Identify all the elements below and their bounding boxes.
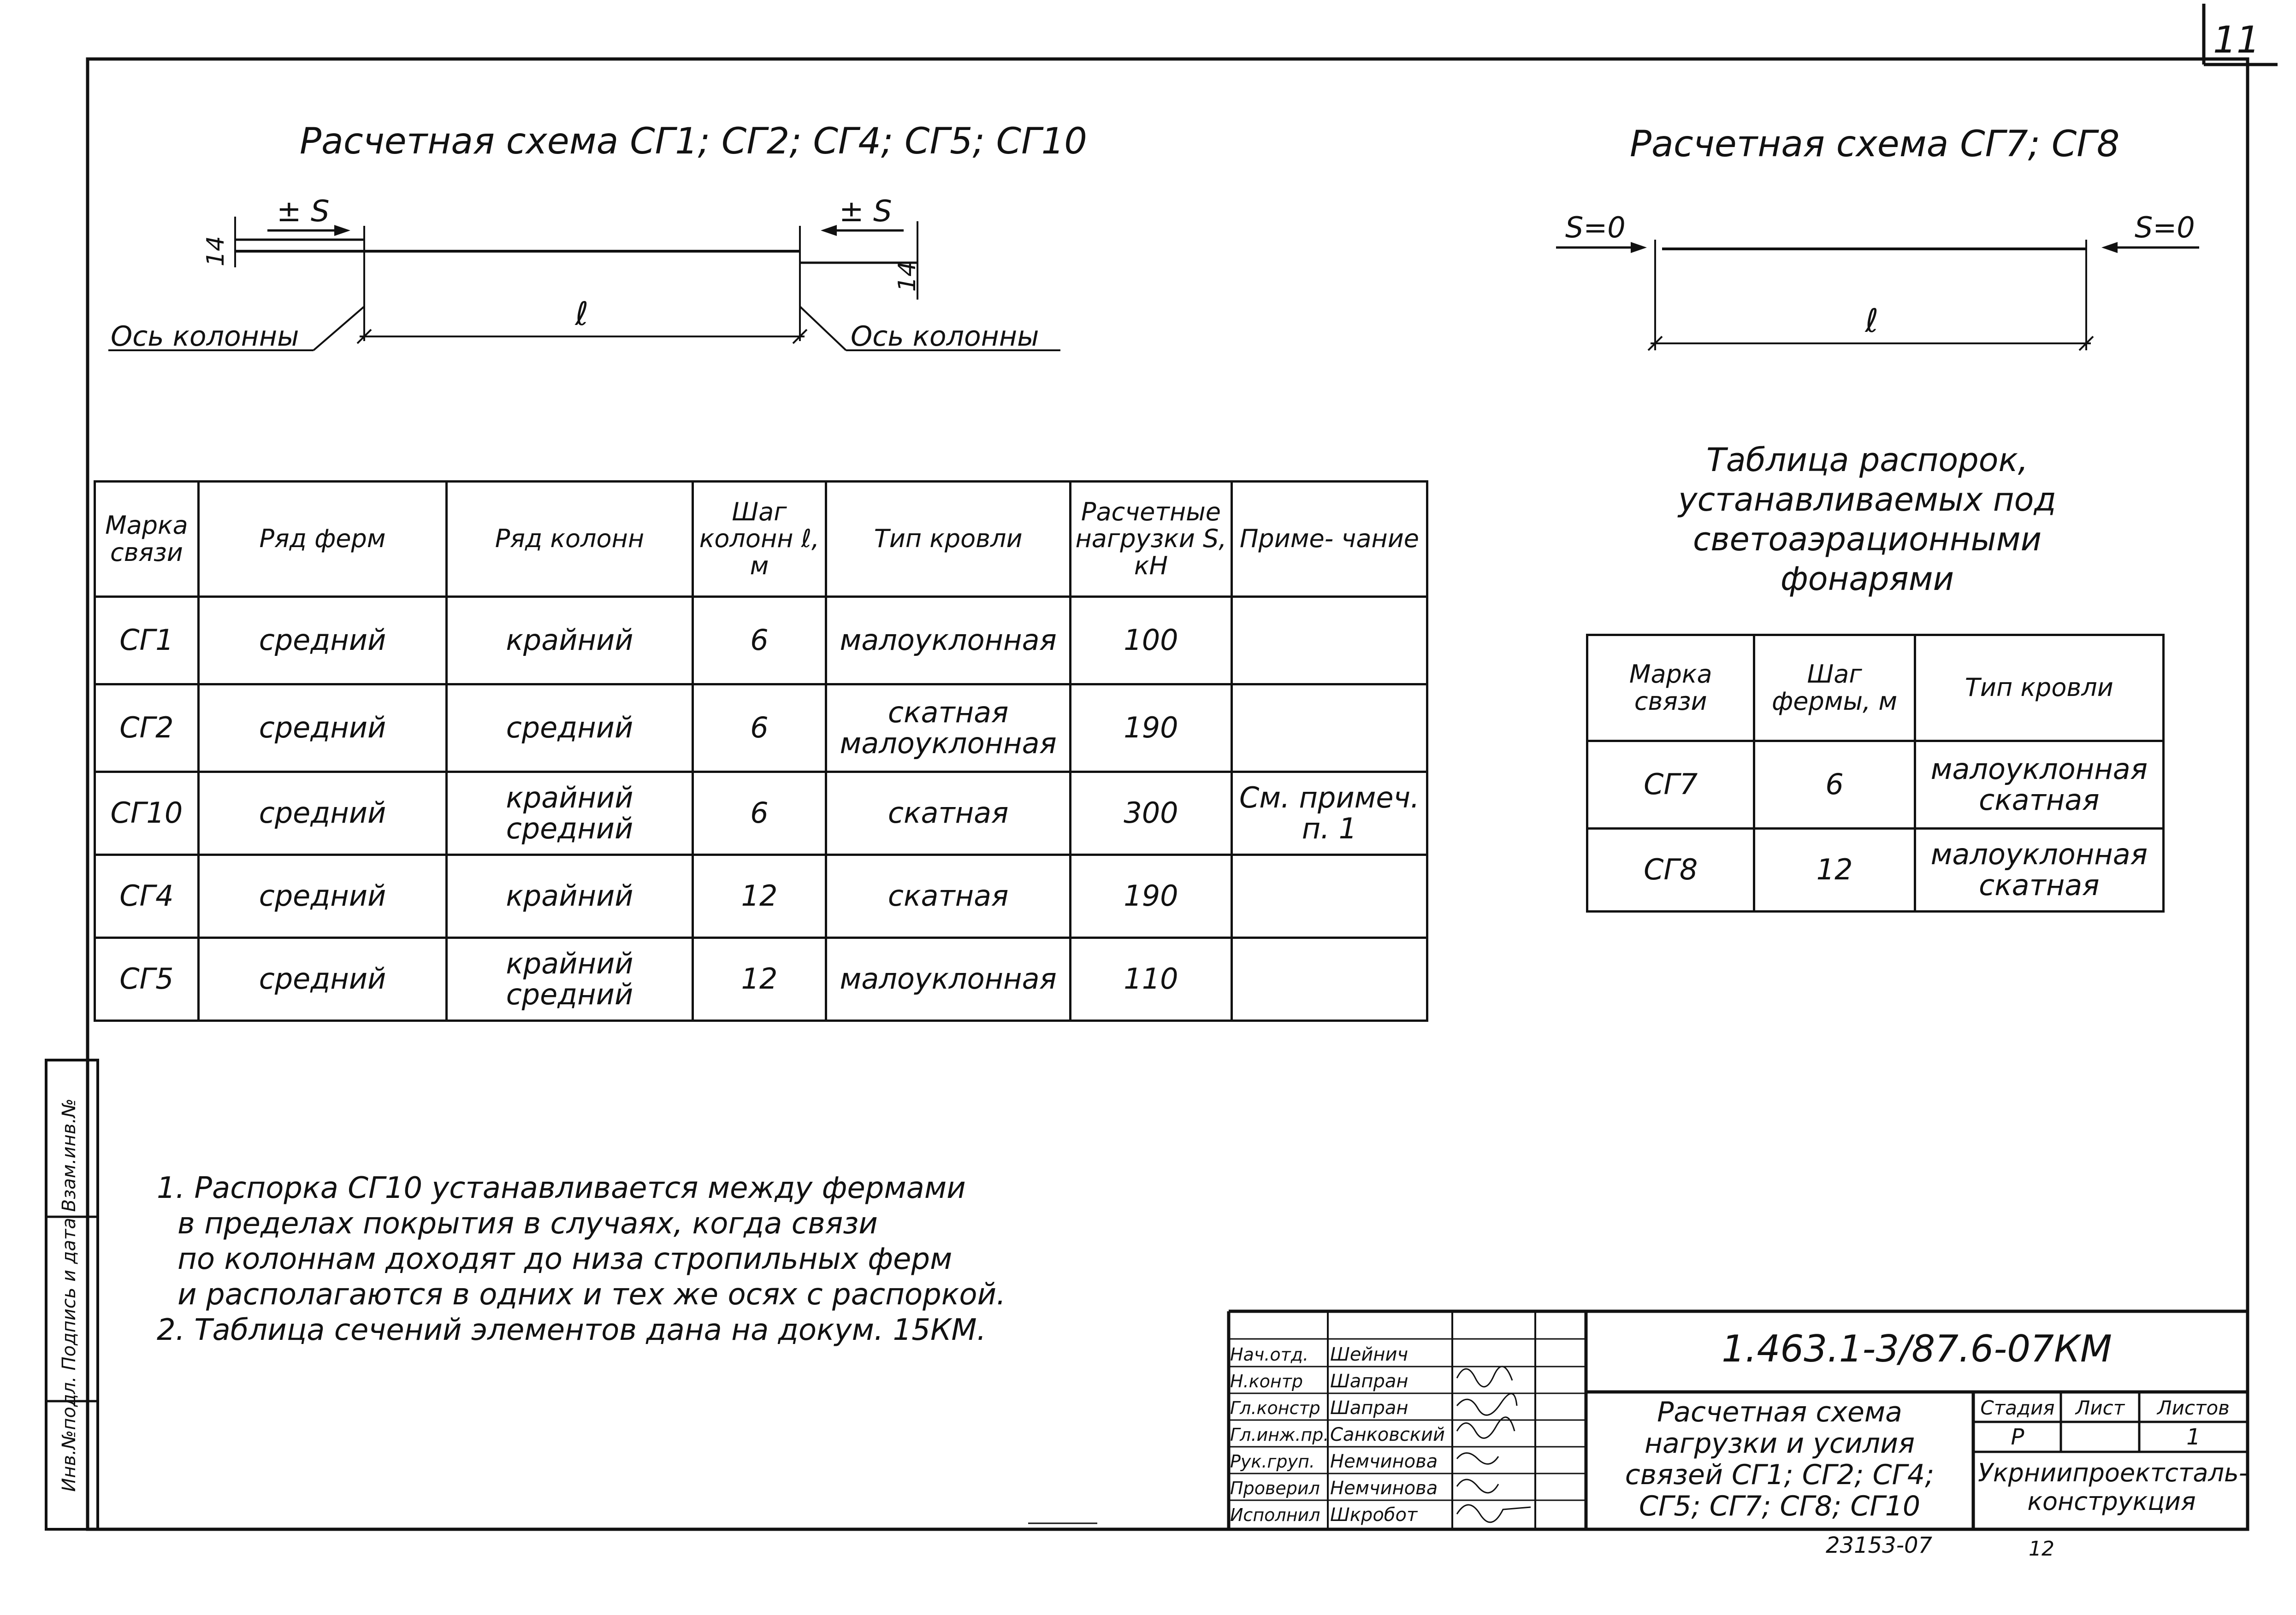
cell-column-row: крайний — [447, 597, 692, 684]
cell-step: 12 — [692, 855, 826, 938]
schema-left-title: Расчетная схема СГ1; СГ2; СГ4; СГ5; СГ10 — [300, 121, 1087, 162]
note-line: и располагаются в одних и тех же осях с распоркой. — [178, 1278, 1006, 1312]
sheets-label: Листов — [2157, 1397, 2230, 1419]
person-name: Шапран — [1330, 1397, 1408, 1419]
cell-note: См. примеч. п. 1 — [1231, 772, 1427, 855]
cell-load: 100 — [1071, 597, 1232, 684]
header-roof-type: Тип кровли — [826, 482, 1071, 597]
cell-truss-row: средний — [198, 684, 446, 772]
schema-right-title: Расчетная схема СГ7; СГ8 — [1630, 124, 2120, 165]
cell-mark: СГ8 — [1587, 829, 1754, 912]
cell-mark: СГ2 — [95, 684, 199, 772]
role-label: Гл.инж.пр. — [1230, 1425, 1329, 1445]
signature-scribble — [1457, 1505, 1531, 1522]
cell-roof-type: скатная — [826, 855, 1071, 938]
person-name: Немчинова — [1330, 1451, 1438, 1472]
side-stamp: Инв.№подл. Подпись и дата Взам.инв.№ — [59, 1098, 80, 1492]
footer-number: 23153-07 — [1826, 1532, 1933, 1558]
footer-page: 12 — [2029, 1537, 2054, 1561]
cell-mark: СГ4 — [95, 855, 199, 938]
header-column-step: Шаг колонн ℓ, м — [692, 482, 826, 597]
note-line: в пределах покрытия в случаях, когда связи — [178, 1207, 878, 1241]
sheet-title: Расчетная схема нагрузки и усилия связей СГ1; СГ2; СГ4; СГ5; СГ7; СГ8; СГ10 — [1625, 1396, 1935, 1522]
document-designation: 1.463.1-3/87.6-07КМ — [1722, 1327, 2112, 1370]
role-label: Исполнил — [1230, 1505, 1320, 1525]
cell-load: 300 — [1071, 772, 1232, 855]
schema-left-axis-left: Ось колонны — [111, 320, 299, 353]
schema-left-force-left: ± S — [277, 195, 330, 229]
cell-roof-type: скатная — [826, 772, 1071, 855]
stage-label: Стадия — [1980, 1397, 2055, 1419]
note-line: по колоннам доходят до низа стропильных ферм — [178, 1242, 953, 1276]
role-label: Н.контр — [1230, 1371, 1303, 1391]
cell-column-row: средний — [447, 684, 692, 772]
schema-left-dim-left: 14 — [202, 236, 230, 267]
signature-scribble — [1457, 1479, 1498, 1493]
header-truss-step: Шаг фермы, м — [1754, 635, 1915, 741]
role-label: Гл.констр — [1230, 1398, 1320, 1418]
page-number: 11 — [2213, 18, 2260, 61]
signature-scribble — [1457, 1453, 1498, 1464]
cell-mark: СГ10 — [95, 772, 199, 855]
schema-right-force-right: S=0 — [2135, 211, 2195, 244]
cell-mark: СГ1 — [95, 597, 199, 684]
header-roof-type: Тип кровли — [1915, 635, 2163, 741]
schema-left-span: ℓ — [575, 295, 589, 333]
lantern-table-title: Таблица распорок, устанавливаемых под светоаэрационными фонарями — [1678, 441, 2056, 598]
role-label: Рук.груп. — [1230, 1451, 1315, 1472]
person-name: Шейнич — [1330, 1344, 1408, 1365]
cell-step: 6 — [692, 597, 826, 684]
cell-step: 6 — [692, 684, 826, 772]
sheets-value: 1 — [2186, 1424, 2201, 1450]
signature-scribble — [1457, 1367, 1512, 1387]
person-name: Шапран — [1330, 1371, 1408, 1392]
person-name: Шкробот — [1330, 1504, 1418, 1526]
stage-value: Р — [2011, 1424, 2024, 1450]
schema-left-axis-right: Ось колонны — [851, 320, 1039, 353]
header-mark: Марка связи — [95, 482, 199, 597]
schema-left-force-right: ± S — [839, 195, 892, 229]
cell-roof-type: малоуклонная — [826, 597, 1071, 684]
signature-roles — [1230, 1341, 1329, 1528]
note-line: 2. Таблица сечений элементов дана на докум. 15КМ. — [157, 1313, 986, 1347]
cell-step: 12 — [692, 938, 826, 1021]
cell-step: 12 — [1754, 829, 1915, 912]
cell-roof-type: малоуклонная скатная — [1915, 829, 2163, 912]
role-label: Нач.отд. — [1230, 1344, 1309, 1365]
cell-roof-type: скатная малоуклонная — [826, 684, 1071, 772]
cell-mark: СГ7 — [1587, 741, 1754, 829]
cell-truss-row: средний — [198, 938, 446, 1021]
signature-names — [1330, 1341, 1445, 1528]
header-mark: Марка связи — [1587, 635, 1754, 741]
note-line: 1. Распорка СГ10 устанавливается между фермами — [157, 1171, 966, 1205]
schema-left-dim-right: 14 — [894, 261, 921, 292]
signature-scribble — [1457, 1394, 1517, 1415]
cell-mark: СГ5 — [95, 938, 199, 1021]
person-name: Немчинова — [1330, 1478, 1438, 1499]
cell-load: 190 — [1071, 855, 1232, 938]
cell-step: 6 — [692, 772, 826, 855]
cell-truss-row: средний — [198, 855, 446, 938]
cell-load: 190 — [1071, 684, 1232, 772]
schema-right-span: ℓ — [1865, 302, 1879, 340]
cell-column-row: крайний средний — [447, 772, 692, 855]
person-name: Санковский — [1330, 1424, 1445, 1445]
cell-roof-type: малоуклонная — [826, 938, 1071, 1021]
cell-load: 110 — [1071, 938, 1232, 1021]
cell-column-row: крайний средний — [447, 938, 692, 1021]
header-column-row: Ряд колонн — [447, 482, 692, 597]
cell-column-row: крайний — [447, 855, 692, 938]
schema-right-force-left: S=0 — [1565, 211, 1626, 244]
role-label: Проверил — [1230, 1478, 1320, 1498]
header-truss-row: Ряд ферм — [198, 482, 446, 597]
header-load: Расчетные нагрузки S, кН — [1071, 482, 1232, 597]
cell-roof-type: малоуклонная скатная — [1915, 741, 2163, 829]
organization: Укрниипроектсталь- конструкция — [1978, 1458, 2248, 1516]
cell-truss-row: средний — [198, 597, 446, 684]
header-note: Приме- чание — [1231, 482, 1427, 597]
cell-step: 6 — [1754, 741, 1915, 829]
cell-truss-row: средний — [198, 772, 446, 855]
sheet-label: Лист — [2075, 1397, 2125, 1419]
